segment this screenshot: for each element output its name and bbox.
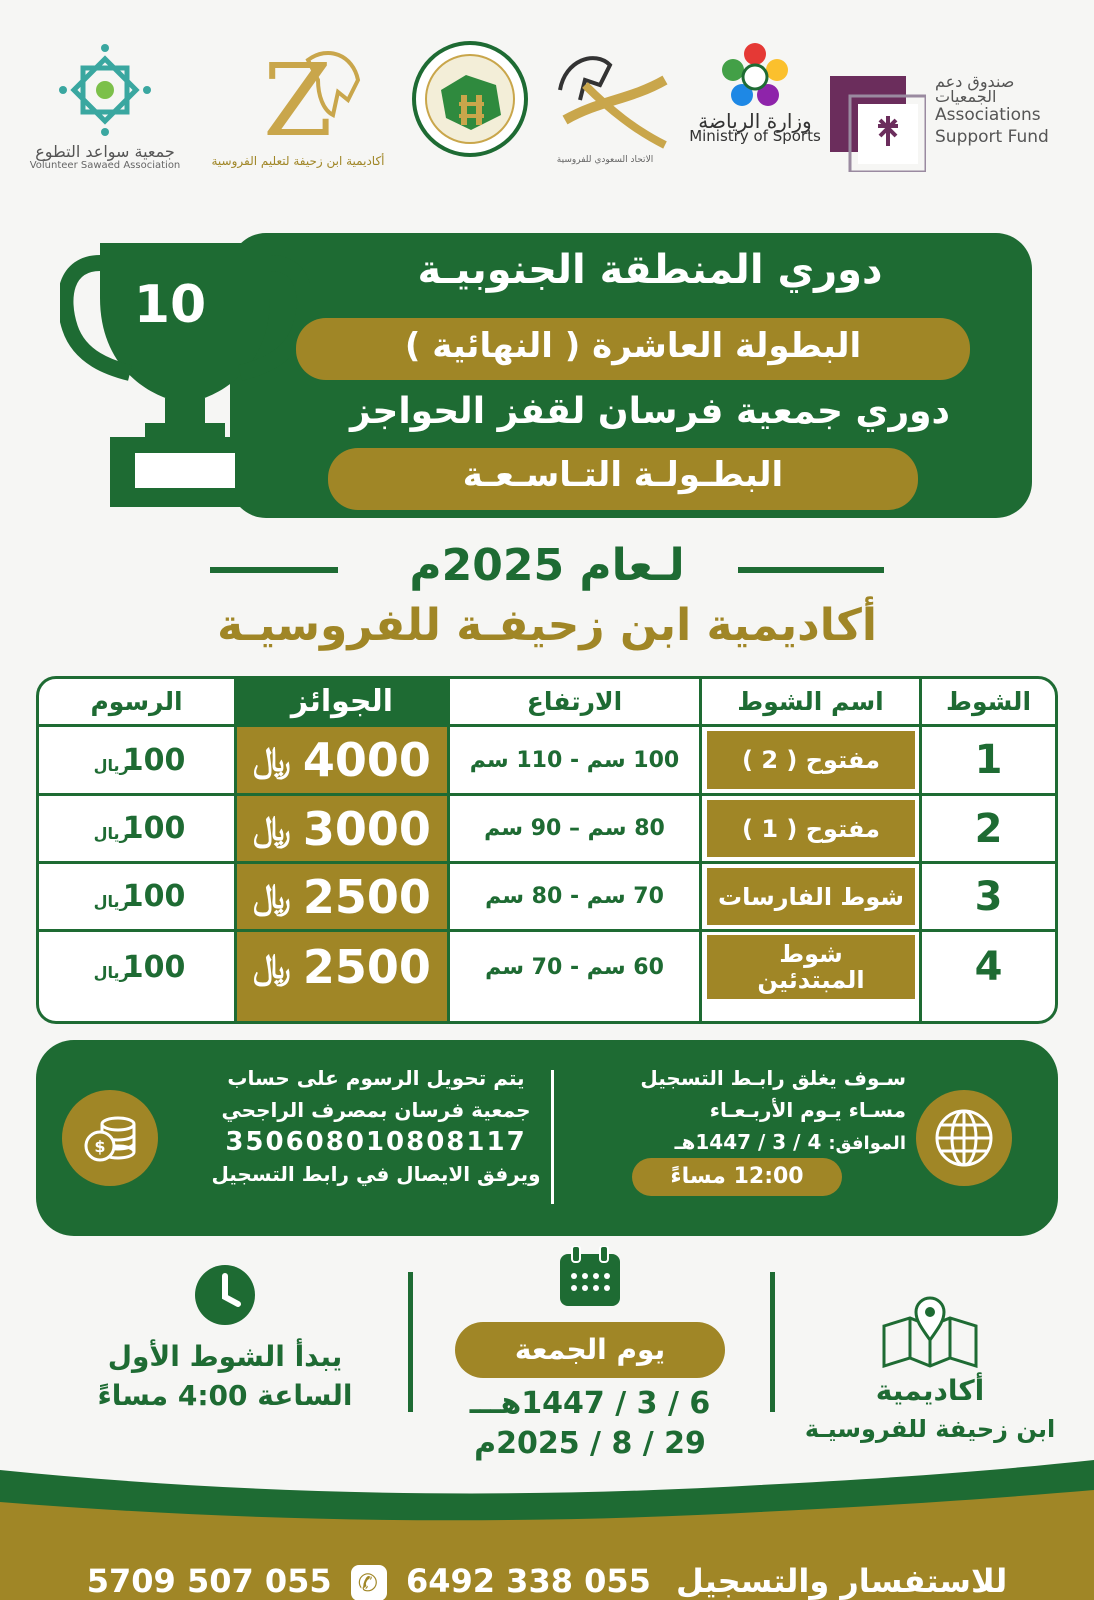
logos-row: [20, 40, 1074, 190]
riyal-icon: ﷼: [253, 947, 291, 987]
fee-value: 100: [122, 879, 186, 914]
table-row-2-name: مفتوح ( 1 ): [707, 800, 915, 857]
calendar-icon: [558, 1246, 622, 1308]
federation-logo: [535, 40, 675, 167]
sawaed-name-ar: جمعية سواعد التطوع: [35, 142, 175, 161]
banner-title: دوري المنطقة الجنوبيـة: [417, 247, 883, 293]
prize-value: 2500: [302, 940, 431, 994]
info-bar: [36, 1040, 1058, 1236]
prize-value: 4000: [302, 733, 431, 787]
academy-logo-caption: أكاديمية ابن زحيفة لتعليم الفروسية: [211, 154, 385, 168]
details-divider-left: [408, 1272, 413, 1412]
account-number: 350608010808117: [225, 1127, 527, 1157]
contact-label: للاستفسار والتسجيل: [676, 1562, 1008, 1600]
event-hijri-date: 6 / 3 / 1447هـــ: [469, 1386, 711, 1421]
table-row-2-round: 2: [974, 805, 1003, 852]
coins-icon: [80, 1108, 140, 1168]
ministry-name-ar: وزارة الرياضة: [698, 109, 812, 133]
table-row-1-fee: [39, 727, 234, 793]
coins-icon-circle: [62, 1090, 158, 1186]
sawaed-name-en: Volunteer Sawaed Association: [29, 160, 181, 171]
event-day: يوم الجمعة: [455, 1322, 725, 1378]
trophy-number: 10: [133, 275, 207, 335]
fursan-logo: [410, 40, 530, 162]
start-time: الساعة 4:00 مساءً: [97, 1379, 353, 1412]
prize-value: 2500: [302, 869, 431, 924]
svg-text:$: $: [94, 1137, 106, 1156]
fund-name-en-1: Associations: [935, 105, 1041, 125]
fee-unit: ريال: [93, 824, 129, 843]
footer: [0, 1440, 1094, 1600]
start-title: يبدأ الشوط الأول: [107, 1340, 343, 1373]
table-row-1-round: 1: [974, 737, 1003, 783]
table-row-2-prize: [237, 796, 447, 861]
close-date-row: [596, 1126, 906, 1160]
table-row-2-fee: [39, 796, 234, 861]
header-round: الشوط: [945, 687, 1032, 716]
close-line-2: مسـاء يـوم الأربـعـاء: [709, 1098, 906, 1122]
table-row-1-height: 100 سم - 110 سم: [469, 747, 680, 773]
svg-text:Z: Z: [263, 42, 333, 150]
phone-icon: ✆: [351, 1565, 387, 1600]
fund-name-en-2: Support Fund: [935, 127, 1049, 147]
fund-name-ar-2: الجمعيات: [935, 87, 997, 106]
table-row-3-name: شوط الفارسات: [707, 868, 915, 925]
details-divider-right: [770, 1272, 775, 1412]
bank-line-1: يتم تحويل الرسوم على حساب: [227, 1066, 525, 1090]
globe-icon-circle: [916, 1090, 1012, 1186]
table-row-3-fee: [39, 864, 234, 929]
location-info: [790, 1292, 1070, 1443]
fee-unit: ريال: [93, 962, 129, 982]
globe-icon: [933, 1107, 995, 1169]
close-date: 4 / 3 / 1447هـ: [674, 1130, 822, 1154]
event-day-info: [440, 1246, 740, 1312]
bank-line-2: جمعية فرسان بمصرف الراجحي: [221, 1098, 531, 1122]
close-time: 12:00 مساءً: [632, 1158, 842, 1196]
fee-unit: ريال: [93, 755, 129, 775]
col-divider: [699, 679, 702, 1021]
table-row-4-name: شوط المبتدئين: [707, 935, 915, 999]
table-row-3-prize: [237, 864, 447, 929]
sawaed-ornament-icon: [55, 40, 155, 140]
fee-value: 100: [122, 949, 186, 985]
ministry-name-en: Ministry of Sports: [689, 127, 821, 145]
table-row-3-round: 3: [974, 873, 1003, 920]
info-divider: [551, 1070, 554, 1204]
start-info: [60, 1262, 390, 1412]
header-name: اسم الشوط: [737, 687, 884, 716]
table-row-4-prize: [237, 932, 447, 1002]
fund-emblem-icon: [830, 76, 926, 172]
ministry-logo: [680, 40, 830, 144]
header-prizes: الجوائز: [237, 679, 447, 724]
close-info: [596, 1062, 906, 1160]
table-row-1-prize: [237, 727, 447, 793]
academy-logo: [198, 40, 398, 169]
federation-caption: الاتحاد السعودي للفروسية: [556, 155, 654, 165]
riyal-icon: ﷼: [253, 876, 291, 917]
fund-text: [935, 74, 1065, 148]
horse-z-icon: [223, 40, 373, 150]
location-subtitle: ابن زحيفة للفروسيـة: [804, 1415, 1056, 1443]
location-title: أكاديمية: [875, 1374, 985, 1407]
prize-value: 3000: [302, 801, 431, 856]
academy-name: أكاديمية ابن زحيفـة للفروسيـة: [217, 600, 877, 651]
riyal-icon: ﷼: [253, 740, 291, 780]
event-gregorian-date: 29 / 8 / 2025م: [474, 1426, 706, 1461]
header-height: الارتفاع: [526, 687, 623, 716]
banner-subtitle-2: البطـولـة التـاسـعـة: [462, 455, 784, 495]
banner-subtitle-1: البطولة العاشرة ( النهائية ): [404, 326, 862, 366]
year-row: [0, 540, 1094, 600]
bank-info: [176, 1062, 576, 1190]
sawaed-logo: [20, 40, 190, 172]
table-row-3-height: 70 سم - 80 سم: [485, 884, 664, 909]
fursan-seal-icon: [411, 40, 529, 158]
bank-line-3: ويرفق الايصال في رابط التسجيل: [211, 1162, 541, 1186]
table-row-2-height: 80 سم – 90 سم: [484, 816, 665, 841]
horse-head-icon: [540, 40, 670, 150]
table-row-4-fee: [39, 932, 234, 1002]
rounds-table: [36, 676, 1058, 1024]
title-banner: [60, 233, 1032, 518]
fee-value: 100: [122, 742, 186, 778]
table-row-4-round: 4: [974, 944, 1003, 990]
close-line-1: سـوف يغلق رابـط التسجيل: [640, 1066, 906, 1090]
map-pin-icon: [880, 1292, 980, 1368]
close-date-label: الموافق:: [828, 1133, 906, 1154]
riyal-icon: ﷼: [253, 808, 291, 849]
fee-unit: ريال: [93, 892, 129, 911]
phone-2[interactable]: 055 507 5709: [86, 1562, 332, 1600]
clock-icon: [192, 1262, 258, 1328]
header-fees: الرسوم: [90, 687, 183, 716]
table-row-4-height: 60 سم - 70 سم: [485, 954, 664, 980]
footer-contact: [0, 1562, 1094, 1600]
banner-title-2: دوري جمعية فرسان لقفز الحواجز: [349, 391, 951, 432]
fee-value: 100: [122, 811, 186, 846]
fund-name-ar-1: صندوق دعم: [935, 72, 1015, 91]
phone-1[interactable]: 055 338 6492: [405, 1562, 651, 1600]
ministry-emblem-icon: [715, 40, 795, 110]
year-label: لـعام 2025م: [409, 540, 685, 591]
table-row-1-name: مفتوح ( 2 ): [707, 731, 915, 789]
